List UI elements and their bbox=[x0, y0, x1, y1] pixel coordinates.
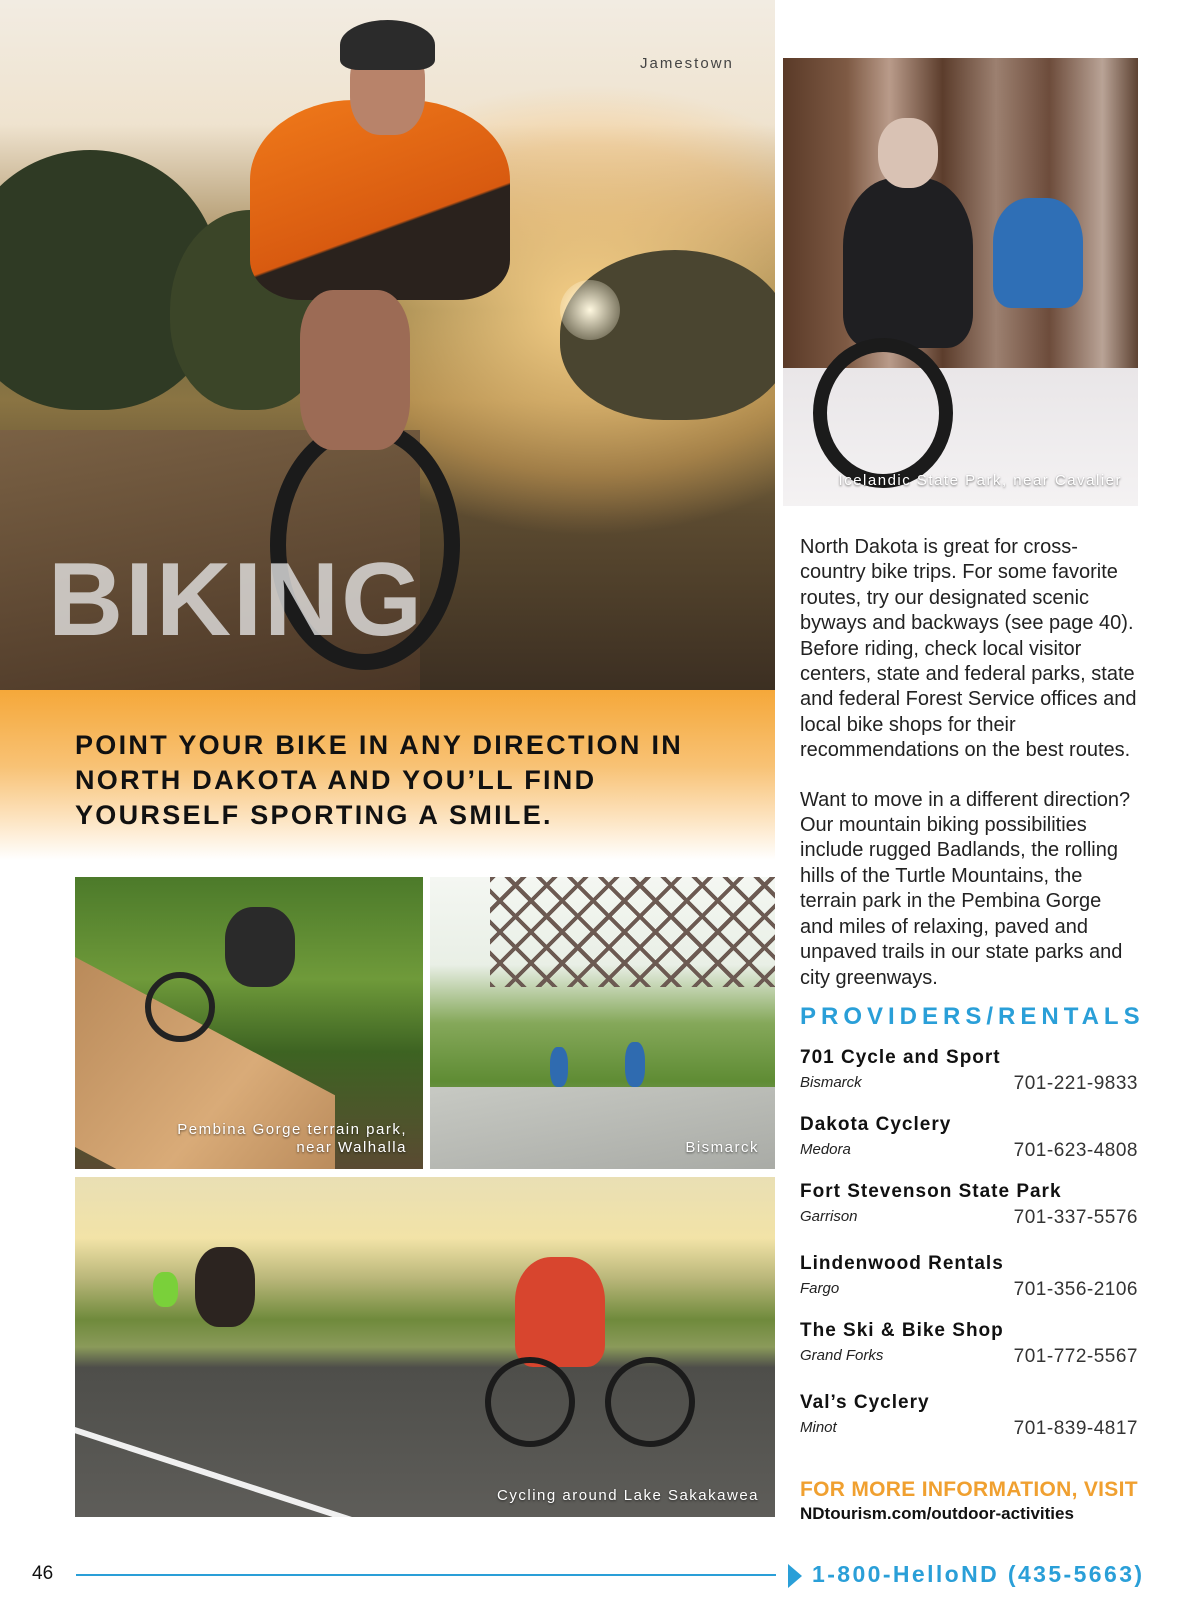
rider bbox=[550, 1047, 568, 1087]
rider-face bbox=[878, 118, 938, 188]
photo-caption-icelandic: Icelandic State Park, near Cavalier bbox=[838, 472, 1122, 489]
photo-caption-pembina bbox=[177, 1121, 407, 1157]
provider-phone: 701-772-5567 bbox=[1013, 1346, 1138, 1367]
sun-glow bbox=[560, 280, 620, 340]
provider-city: Garrison bbox=[800, 1208, 858, 1225]
cyclist-helmet bbox=[340, 20, 435, 70]
footer-phone: 1-800-HelloND (435-5663) bbox=[812, 1561, 1145, 1587]
provider-item bbox=[800, 1113, 1138, 1161]
page-title: BIKING bbox=[48, 542, 424, 658]
body-paragraph: Want to move in a different direction? Our mountain biking possibilities include rugged Badlands, the rolling hills of the Turtle Mountains, the terrain park in the Pembina Gorge and miles of relaxing, paved and unpaved trails in our state parks and city greenways. bbox=[800, 788, 1131, 989]
more-info-link[interactable]: NDtourism.com/outdoor-activities bbox=[800, 1504, 1074, 1523]
caption-line: Pembina Gorge terrain park, bbox=[177, 1121, 407, 1138]
footer-divider bbox=[76, 1574, 776, 1576]
truss-bridge bbox=[490, 877, 775, 987]
tagline: POINT YOUR BIKE IN ANY DIRECTION IN NORTH DAKOTA AND YOU’LL FIND YOURSELF SPORTING A SMILE. bbox=[75, 730, 684, 830]
provider-phone: 701-337-5576 bbox=[1013, 1207, 1138, 1228]
photo-caption-jamestown: Jamestown bbox=[640, 55, 734, 72]
provider-name: The Ski & Bike Shop bbox=[800, 1320, 1004, 1341]
page-number: 46 bbox=[32, 1563, 54, 1584]
provider-name: Fort Stevenson State Park bbox=[800, 1181, 1062, 1202]
provider-item bbox=[800, 1046, 1138, 1094]
rider bbox=[225, 907, 295, 987]
provider-item bbox=[800, 1319, 1138, 1367]
more-info-label: FOR MORE INFORMATION, VISIT bbox=[800, 1478, 1138, 1501]
provider-item bbox=[800, 1252, 1138, 1300]
provider-name: Dakota Cyclery bbox=[800, 1114, 952, 1135]
cyclist-legs bbox=[300, 290, 410, 450]
caption-line: near Walhalla bbox=[296, 1139, 407, 1156]
photo-pembina-gorge bbox=[75, 877, 423, 1169]
provider-item bbox=[800, 1180, 1138, 1228]
road-line bbox=[75, 1427, 474, 1517]
photo-icelandic-state-park bbox=[783, 58, 1138, 506]
rider bbox=[625, 1042, 645, 1087]
hero-photo-jamestown bbox=[0, 0, 775, 690]
rider-black-jacket bbox=[843, 178, 973, 348]
providers-heading: PROVIDERS/RENTALS bbox=[800, 1003, 1145, 1030]
bike-wheel bbox=[813, 338, 953, 488]
bike-wheel bbox=[485, 1357, 575, 1447]
rider-blue-jacket bbox=[993, 198, 1083, 308]
rider-green-jacket bbox=[153, 1272, 178, 1307]
photo-lake-sakakawea bbox=[75, 1177, 775, 1517]
provider-city: Grand Forks bbox=[800, 1347, 884, 1364]
provider-item bbox=[800, 1391, 1138, 1439]
provider-phone: 701-839-4817 bbox=[1013, 1418, 1138, 1439]
arrow-right-icon bbox=[788, 1564, 802, 1588]
body-text bbox=[800, 535, 1140, 1015]
rider bbox=[195, 1247, 255, 1327]
provider-name: 701 Cycle and Sport bbox=[800, 1047, 1001, 1068]
provider-city: Medora bbox=[800, 1141, 851, 1158]
bike-wheel bbox=[145, 972, 215, 1042]
provider-phone: 701-623-4808 bbox=[1013, 1140, 1138, 1161]
provider-name: Lindenwood Rentals bbox=[800, 1253, 1004, 1274]
provider-city: Minot bbox=[800, 1419, 837, 1436]
rider-red-jacket bbox=[515, 1257, 605, 1367]
provider-name: Val’s Cyclery bbox=[800, 1392, 930, 1413]
provider-phone: 701-221-9833 bbox=[1013, 1073, 1138, 1094]
provider-city: Fargo bbox=[800, 1280, 840, 1297]
photo-bismarck bbox=[430, 877, 775, 1169]
body-paragraph: North Dakota is great for cross-country bike trips. For some favorite routes, try our designated scenic byways and backways (see page 40). Before riding, check local visitor centers, state and federal parks, state and federal Forest Service offices and local bike shops for their recommendations on the best routes. bbox=[800, 536, 1137, 762]
provider-phone: 701-356-2106 bbox=[1013, 1279, 1138, 1300]
provider-city: Bismarck bbox=[800, 1074, 862, 1091]
photo-caption-sakakawea: Cycling around Lake Sakakawea bbox=[497, 1487, 759, 1504]
photo-caption-bismarck: Bismarck bbox=[685, 1139, 759, 1156]
bike-wheel bbox=[605, 1357, 695, 1447]
